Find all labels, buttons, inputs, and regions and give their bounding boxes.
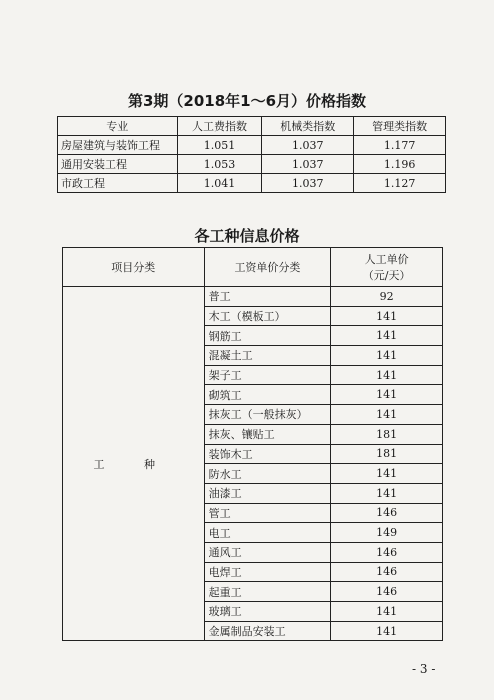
table-row: [63, 287, 443, 307]
price-cell: 181: [331, 424, 443, 444]
trade-cell: 油漆工: [204, 483, 331, 503]
price-index-title: 第3期（2018年1～6月）价格指数: [127, 92, 367, 110]
header-cell: 人工费指数: [177, 117, 262, 136]
wage-type-header: 工资单价分类: [204, 248, 331, 287]
table-row: [58, 174, 446, 193]
price-cell: 146: [331, 562, 443, 582]
price-cell: 141: [331, 464, 443, 484]
machine-index-cell: 1.037: [262, 155, 354, 174]
machine-index-cell: 1.037: [262, 174, 354, 193]
price-cell: 181: [331, 444, 443, 464]
table-header-row: [63, 248, 443, 287]
price-cell: 146: [331, 542, 443, 562]
mgmt-index-cell: 1.127: [354, 174, 446, 193]
price-index-table: [57, 116, 446, 193]
trade-cell: 起重工: [204, 582, 331, 602]
trade-cell: 电工: [204, 523, 331, 543]
trade-cell: 通风工: [204, 542, 331, 562]
trade-cell: 防水工: [204, 464, 331, 484]
trade-cell: 钢筋工: [204, 326, 331, 346]
price-header-line2: （元/天）: [362, 269, 411, 282]
specialty-cell: 房屋建筑与装饰工程: [58, 136, 178, 155]
specialty-cell: 通用安装工程: [58, 155, 178, 174]
specialty-cell: 市政工程: [58, 174, 178, 193]
labor-index-cell: 1.041: [177, 174, 262, 193]
category-cell: 工 种: [63, 287, 205, 641]
mgmt-index-cell: 1.196: [354, 155, 446, 174]
price-cell: 141: [331, 365, 443, 385]
price-cell: 149: [331, 523, 443, 543]
wage-price-table: [62, 247, 443, 641]
trade-cell: 装饰木工: [204, 444, 331, 464]
price-header: [331, 248, 443, 287]
category-header: 项目分类: [63, 248, 205, 287]
trade-cell: 管工: [204, 503, 331, 523]
labor-index-cell: 1.053: [177, 155, 262, 174]
price-cell: 141: [331, 483, 443, 503]
trade-cell: 抹灰、镶贴工: [204, 424, 331, 444]
trade-cell: 抹灰工（一般抹灰）: [204, 405, 331, 425]
header-cell: 管理类指数: [354, 117, 446, 136]
machine-index-cell: 1.037: [262, 136, 354, 155]
trade-cell: 架子工: [204, 365, 331, 385]
price-cell: 146: [331, 582, 443, 602]
mgmt-index-cell: 1.177: [354, 136, 446, 155]
header-cell: 专业: [58, 117, 178, 136]
table-row: [58, 155, 446, 174]
table-header-row: [58, 117, 446, 136]
price-cell: 141: [331, 621, 443, 641]
price-header-line1: 人工单价: [364, 253, 409, 266]
price-cell: 141: [331, 326, 443, 346]
labor-index-cell: 1.051: [177, 136, 262, 155]
price-cell: 141: [331, 346, 443, 366]
price-cell: 141: [331, 306, 443, 326]
header-cell: 机械类指数: [262, 117, 354, 136]
price-cell: 141: [331, 385, 443, 405]
page-number: - 3 -: [412, 662, 436, 676]
table-row: [58, 136, 446, 155]
trade-cell: 电焊工: [204, 562, 331, 582]
trade-cell: 混凝土工: [204, 346, 331, 366]
price-cell: 92: [331, 287, 443, 307]
price-cell: 146: [331, 503, 443, 523]
trade-cell: 普工: [204, 287, 331, 307]
wage-info-title: 各工种信息价格: [194, 227, 300, 245]
trade-cell: 木工（模板工）: [204, 306, 331, 326]
trade-cell: 砌筑工: [204, 385, 331, 405]
trade-cell: 金属制品安装工: [204, 621, 331, 641]
price-cell: 141: [331, 602, 443, 622]
trade-cell: 玻璃工: [204, 602, 331, 622]
price-cell: 141: [331, 405, 443, 425]
